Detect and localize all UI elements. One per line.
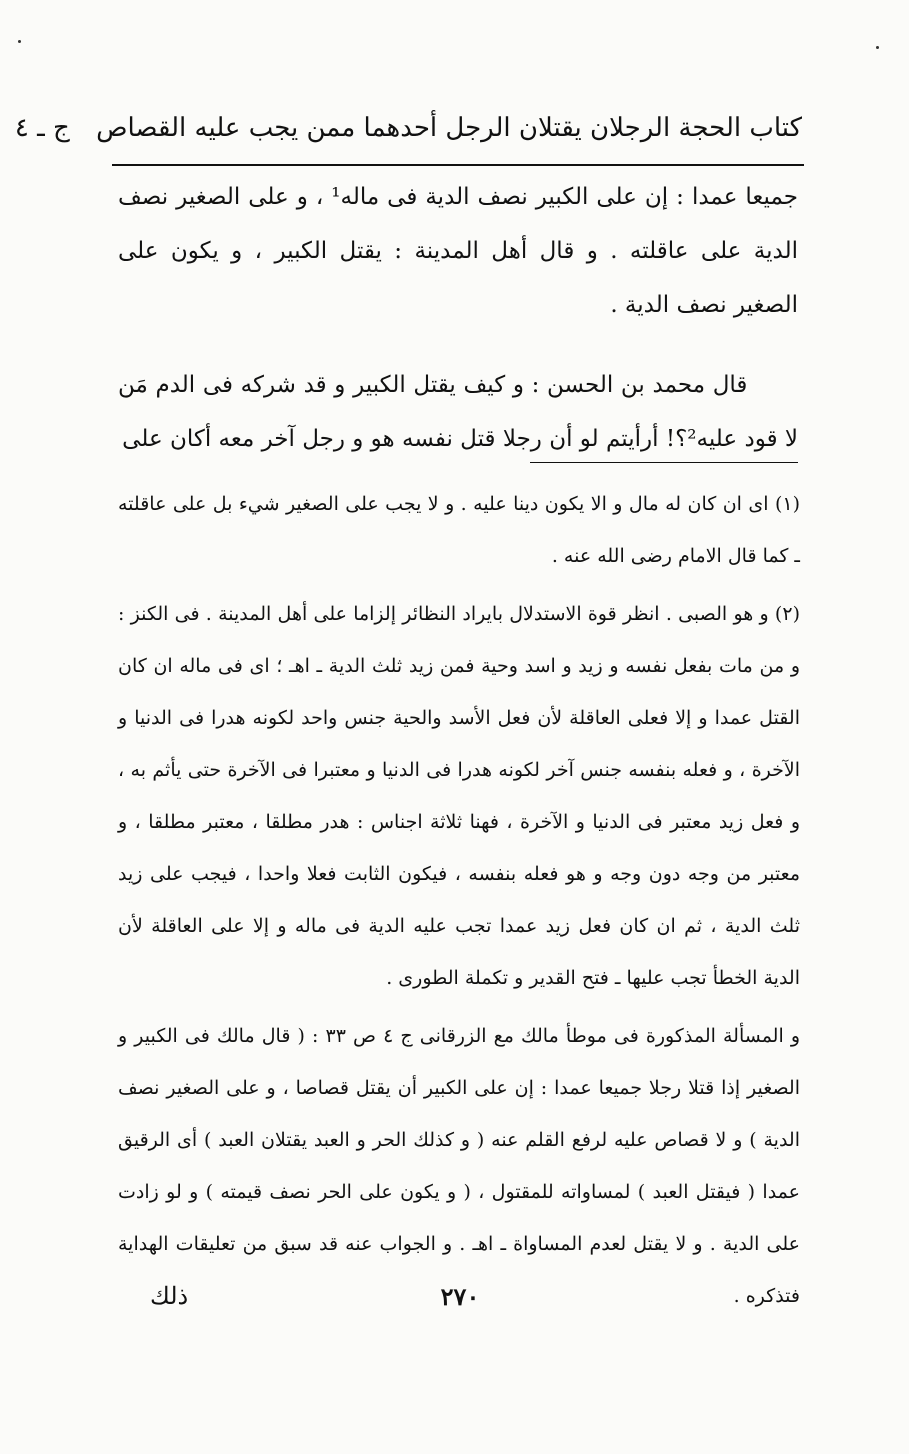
running-header <box>14 104 802 152</box>
catchword: ذلك <box>150 1282 189 1310</box>
scan-speck <box>18 40 21 43</box>
footnote-separator <box>530 462 798 463</box>
header-rule <box>112 164 804 166</box>
main-text <box>118 170 798 466</box>
page-number: ٢٧٠ <box>440 1282 480 1311</box>
footnote-2-continuation: و المسألة المذكورة فى موطأ مالك مع الزرقانى ج ٤ ص ٣٣ : ( قال مالك فى الكبير و الصغير إذا قتلا رجلا جميعا عمدا : إن على الكبير أن يقتل قصاصا ، و على الصغير نصف الدية ) و لا قصاص عليه لرفع القلم عنه ( و كذلك الحر و العبد يقتلان العبد ) أى الرقيق عمدا ( فيقتل العبد ) لمساواته للمقتول ، ( و يكون على الحر نصف قيمته ) و لو زادت على الدية . و لا يقتل لعدم المساواة ـ اهـ . و الجواب عنه قد سبق من تعليقات الهداية فتذكره . <box>118 1025 801 1307</box>
footnote-1: (١) اى ان كان له مال و الا يكون دينا عليه . و لا يجب على الصغير شيء بل على عاقلته ـ كما قال الامام رضى الله عنه . <box>118 493 800 567</box>
volume-number: ج ـ ٤ <box>14 113 70 143</box>
chapter-title: كتاب الحجة الرجلان يقتلان الرجل أحدهما ممن يجب عليه القصاص <box>96 113 802 143</box>
footnotes <box>118 478 800 1322</box>
scan-speck <box>876 46 879 49</box>
footnote-2: (٢) و هو الصبى . انظر قوة الاستدلال بايراد النظائر إلزاما على أهل المدينة . فى الكنز : و من مات بفعل نفسه و زيد و اسد وحية فمن زيد ثلث الدية ـ اهـ ؛ اى فى ماله ان كان القتل عمدا و إلا فعلى العاقلة لأن فعل الأسد والحية جنس واحد لكونه هدرا فى الدنيا و الآخرة ، و فعله بنفسه جنس آخر لكونه هدرا فى الدنيا و معتبرا فى الآخرة حتى يأثم به ، و فعل زيد معتبر فى الدنيا و الآخرة ، فهنا ثلاثة اجناس : هدر مطلقا ، معتبر مطلقا ، و معتبر من وجه دون وجه و هو فعله بنفسه ، فيكون الثابت فعلا واحدا ، فيجب على زيد ثلث الدية ، ثم ان كان فعل زيد عمدا تجب عليه الدية فى ماله و إلا على العاقلة لأن الدية الخطأ تجب عليها ـ فتح القدير و تكملة الطورى . <box>118 603 800 989</box>
main-paragraph: جميعا عمدا : إن على الكبير نصف الدية فى ماله¹ ، و على الصغير نصف الدية على عاقلته . و قال أهل المدينة : يقتل الكبير ، و يكون على الصغير نصف الدية . <box>118 184 798 318</box>
main-paragraph: قال محمد بن الحسن : و كيف يقتل الكبير و قد شركه فى الدم مَن لا قود عليه²؟! أرأيتم لو أن رجلا قتل نفسه هو و رجل آخر معه أكان على <box>118 372 798 452</box>
